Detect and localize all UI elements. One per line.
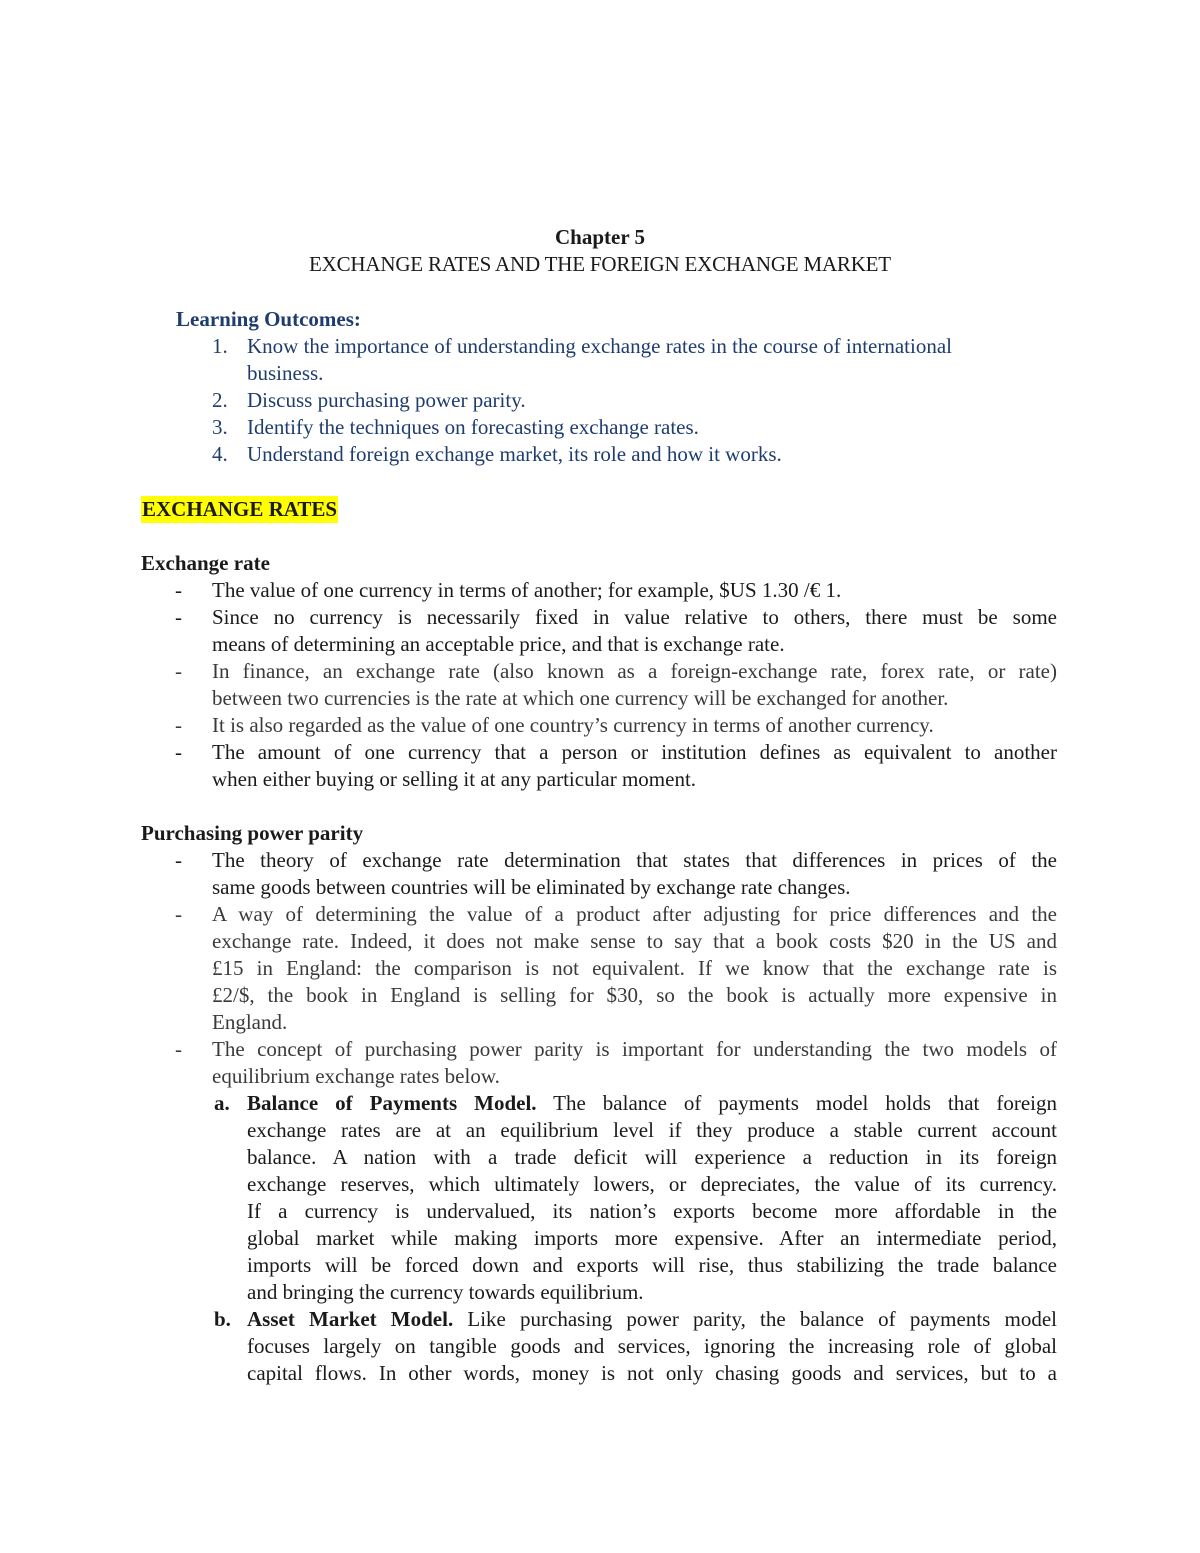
ppp-list xyxy=(141,847,1057,1090)
item-text-line: The value of one currency in terms of another; for example, $US 1.30 /€ 1. xyxy=(212,578,842,602)
model-term: Balance of Payments Model. xyxy=(247,1091,537,1115)
dash-bullet: - xyxy=(175,1037,182,1061)
ppp-section xyxy=(141,820,1057,1387)
alpha-marker: b. xyxy=(214,1307,231,1331)
item-text-line: when either buying or selling it at any particular moment. xyxy=(212,767,697,791)
item-text-line: exchange rates are at an equilibrium level if they produce a stable current account xyxy=(247,1118,1057,1142)
item-text-line: exchange reserves, which ultimately lowers, or depreciates, the value of its currency. xyxy=(247,1172,1057,1196)
model-term: Asset Market Model. xyxy=(247,1307,454,1331)
exchange-rate-section xyxy=(141,550,1057,793)
item-text-line: equilibrium exchange rates below. xyxy=(212,1064,500,1088)
chapter-title: Chapter 5 xyxy=(554,225,646,249)
item-text-line: England. xyxy=(212,1010,288,1034)
item-text-line: £15 in England: the comparison is not equivalent. If we know that the exchange rate is xyxy=(212,956,1057,980)
item-text-line: The theory of exchange rate determination that states that differences in prices of the xyxy=(212,848,1057,872)
item-text-line: balance. A nation with a trade deficit will experience a reduction in its foreign xyxy=(247,1145,1057,1169)
exchange-rate-heading: Exchange rate xyxy=(141,551,270,575)
equilibrium-models-list xyxy=(141,1090,1057,1387)
list-item xyxy=(141,658,1057,712)
item-text-line: Like purchasing power parity, the balance of payments model xyxy=(453,1307,1057,1331)
model-item-balance-of-payments xyxy=(141,1090,1057,1306)
learning-outcomes-heading: Learning Outcomes: xyxy=(176,307,361,331)
item-text-line: same goods between countries will be eliminated by exchange rate changes. xyxy=(212,875,851,899)
list-number: 4. xyxy=(212,442,228,466)
item-text-line: exchange rate. Indeed, it does not make sense to say that a book costs $20 in the US and xyxy=(212,929,1057,953)
list-item xyxy=(141,712,1057,739)
item-text-line: imports will be forced down and exports will rise, thus stabilizing the trade balance xyxy=(247,1253,1057,1277)
list-number: 3. xyxy=(212,415,228,439)
item-text-line: £2/$, the book in England is selling for $30, so the book is actually more expensive in xyxy=(212,983,1057,1007)
list-item xyxy=(141,604,1057,658)
list-number: 1. xyxy=(212,334,228,358)
item-text-line: It is also regarded as the value of one country’s currency in terms of another currency. xyxy=(212,713,934,737)
dash-bullet: - xyxy=(175,578,182,602)
learning-outcomes xyxy=(176,306,1056,468)
model-item-asset-market xyxy=(141,1306,1057,1387)
outcome-text-line: Discuss purchasing power parity. xyxy=(247,388,526,412)
outcome-text-line: business. xyxy=(247,361,324,385)
list-item xyxy=(141,739,1057,793)
learning-outcome-item xyxy=(176,441,1056,468)
dash-bullet: - xyxy=(175,848,182,872)
outcome-text-line: Understand foreign exchange market, its role and how it works. xyxy=(247,442,782,466)
chapter-subtitle: EXCHANGE RATES AND THE FOREIGN EXCHANGE MARKET xyxy=(309,252,891,276)
item-text-line: means of determining an acceptable price, and that is exchange rate. xyxy=(212,632,785,656)
learning-outcome-item xyxy=(176,387,1056,414)
list-item xyxy=(141,1036,1057,1090)
item-text-line: between two currencies is the rate at which one currency will be exchanged for another. xyxy=(212,686,949,710)
learning-outcome-item xyxy=(176,333,1056,387)
item-text-line: The amount of one currency that a person or institution defines as equivalent to another xyxy=(212,740,1057,764)
list-item xyxy=(141,577,1057,604)
ppp-heading: Purchasing power parity xyxy=(141,821,364,845)
item-text-line: If a currency is undervalued, its nation’s exports become more affordable in the xyxy=(247,1199,1057,1223)
exchange-rate-list xyxy=(141,577,1057,793)
section-heading-exchange-rates: EXCHANGE RATES xyxy=(142,497,338,521)
dash-bullet: - xyxy=(175,713,182,737)
item-text-line: A way of determining the value of a product after adjusting for price differences and the xyxy=(212,902,1057,926)
list-item xyxy=(141,901,1057,1036)
dash-bullet: - xyxy=(175,902,182,926)
dash-bullet: - xyxy=(175,740,182,764)
item-text-line: The concept of purchasing power parity is important for understanding the two models of xyxy=(212,1037,1057,1061)
dash-bullet: - xyxy=(175,605,182,629)
item-text-line: In finance, an exchange rate (also known as a foreign-exchange rate, forex rate, or rate) xyxy=(212,659,1057,683)
learning-outcome-item xyxy=(176,414,1056,441)
outcome-text-line: Identify the techniques on forecasting exchange rates. xyxy=(247,415,699,439)
item-text-line: and bringing the currency towards equilibrium. xyxy=(247,1280,644,1304)
item-text-line: Since no currency is necessarily fixed in value relative to others, there must be some xyxy=(212,605,1057,629)
list-number: 2. xyxy=(212,388,228,412)
alpha-marker: a. xyxy=(214,1091,230,1115)
list-item xyxy=(141,847,1057,901)
item-text-line: focuses largely on tangible goods and services, ignoring the increasing role of global xyxy=(247,1334,1057,1358)
item-text-line: capital flows. In other words, money is not only chasing goods and services, but to a xyxy=(247,1361,1057,1385)
learning-outcomes-list xyxy=(176,333,1056,468)
dash-bullet: - xyxy=(175,659,182,683)
item-text-line: global market while making imports more expensive. After an intermediate period, xyxy=(247,1226,1057,1250)
item-text-line: The balance of payments model holds that foreign xyxy=(536,1091,1058,1115)
outcome-text-line: Know the importance of understanding exchange rates in the course of international xyxy=(247,334,953,358)
